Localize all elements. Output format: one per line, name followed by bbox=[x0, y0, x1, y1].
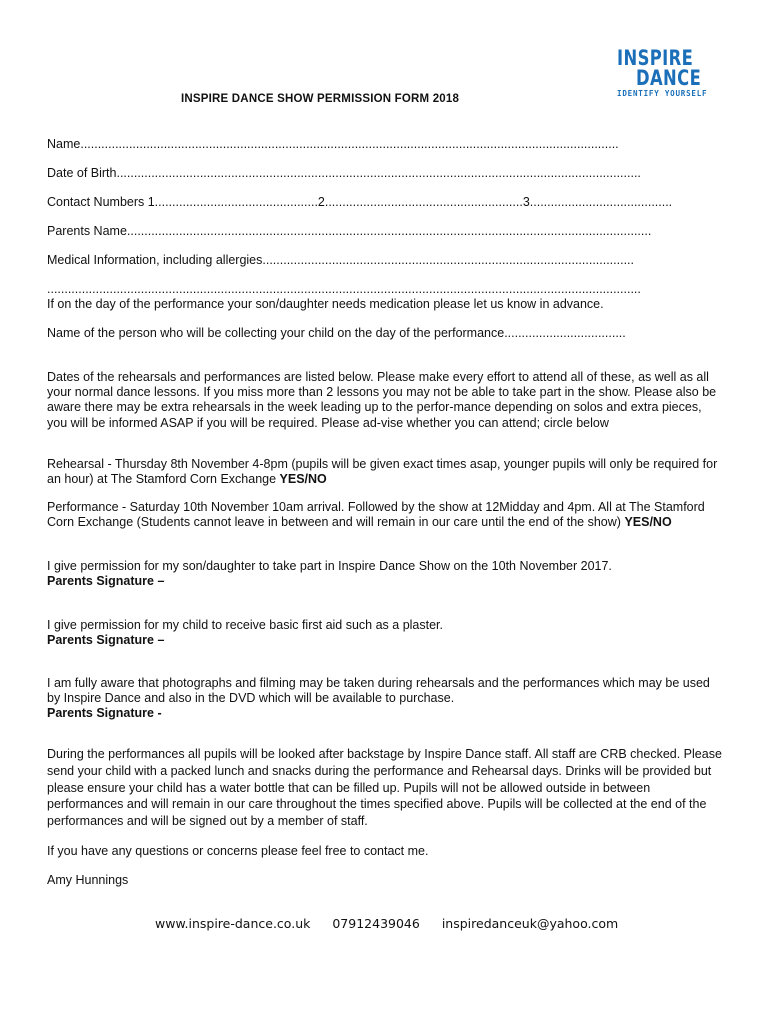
questions-note: If you have any questions or concerns please feel free to contact me. bbox=[47, 844, 429, 858]
contact-numbers-field[interactable]: Contact Numbers 1...............................................2.........................................................3......................................... bbox=[47, 195, 673, 209]
signature-line-first-aid[interactable]: Parents Signature – bbox=[47, 633, 165, 648]
collector-field[interactable]: Name of the person who will be collecting your child on the day of the performance................................... bbox=[47, 326, 626, 340]
rehearsal-text: Rehearsal - Thursday 8th November 4-8pm (pupils will be given exact times asap, younger pupils will only be required for an hour) at The Stamford Corn Exchange bbox=[47, 457, 718, 487]
dates-intro: Dates of the rehearsals and performances are listed below. Please make every effort to attend all of these, as well as all your normal dance lessons. If you miss more than 2 lessons you may not be able to take part in the show. Please also be aware there may be extra rehearsals in the week leading up to the perfor-mance depending on solos and extra pieces, you will be informed ASAP if you will be required. Please ad-vise whether you can attend; circle below bbox=[47, 370, 717, 430]
logo-tagline: IDENTIFY YOURSELF bbox=[617, 89, 708, 98]
footer-phone: 07912439046 bbox=[332, 916, 420, 931]
signature-line-photos[interactable]: Parents Signature - bbox=[47, 706, 162, 721]
performance-item bbox=[47, 500, 723, 530]
rehearsal-yes-no[interactable]: YES/NO bbox=[279, 472, 327, 487]
footer-website[interactable]: www.inspire-dance.co.uk bbox=[155, 916, 311, 931]
name-field[interactable]: Name........................................................................................................................................................... bbox=[47, 137, 619, 151]
parents-name-field[interactable]: Parents Name....................................................................................................................................................... bbox=[47, 224, 652, 238]
backstage-info: During the performances all pupils will be looked after backstage by Inspire Dance staff. All staff are CRB checked. Please send your child with a packed lunch and snacks during the performance and Rehearsal days. Drinks will be provided but please ensure your child has a water bottle that can be filled up. Pupils will not be allowed outside in between performances and will remain in our care throughout the times specified above. Pupils will be collected at the end of the performances and will be signed out by a member of staff. bbox=[47, 747, 722, 829]
date-of-birth-field[interactable]: Date of Birth....................................................................................................................................................... bbox=[47, 166, 641, 180]
performance-text: Performance - Saturday 10th November 10am arrival. Followed by the show at 12Midday and 4pm. All at The Stamford Corn Exchange (Students cannot leave in between and will remain in our care until the end of the show) bbox=[47, 500, 705, 530]
form-title: INSPIRE DANCE SHOW PERMISSION FORM 2018 bbox=[181, 93, 460, 105]
performance-yes-no[interactable]: YES/NO bbox=[624, 515, 672, 530]
permission-first-aid bbox=[47, 618, 723, 648]
signature-line-show[interactable]: Parents Signature – bbox=[47, 574, 165, 589]
medical-information-continuation[interactable]: ........................................................................................................................................................................... bbox=[47, 282, 641, 296]
inspire-dance-logo bbox=[617, 48, 717, 98]
permission-show-text: I give permission for my son/daughter to take part in Inspire Dance Show on the 10th November 2017. bbox=[47, 559, 612, 573]
permission-show bbox=[47, 559, 723, 589]
permission-first-aid-text: I give permission for my child to receive basic first aid such as a plaster. bbox=[47, 618, 443, 632]
logo-line-1: INSPIRE bbox=[617, 46, 694, 70]
signoff-name: Amy Hunnings bbox=[47, 873, 129, 887]
rehearsal-item bbox=[47, 457, 723, 487]
permission-photos bbox=[47, 676, 723, 722]
medication-note: If on the day of the performance your son/daughter needs medication please let us know in advance. bbox=[47, 297, 604, 311]
permission-photos-text: I am fully aware that photographs and filming may be taken during rehearsals and the performances which may be used by Inspire Dance and also in the DVD which will be available to purchase. bbox=[47, 676, 710, 706]
logo-line-2: DANCE bbox=[636, 66, 702, 90]
footer-email[interactable]: inspiredanceuk@yahoo.com bbox=[441, 916, 619, 931]
medical-information-field[interactable]: Medical Information, including allergies........................................................................................................... bbox=[47, 253, 634, 267]
footer-contact bbox=[155, 916, 636, 931]
